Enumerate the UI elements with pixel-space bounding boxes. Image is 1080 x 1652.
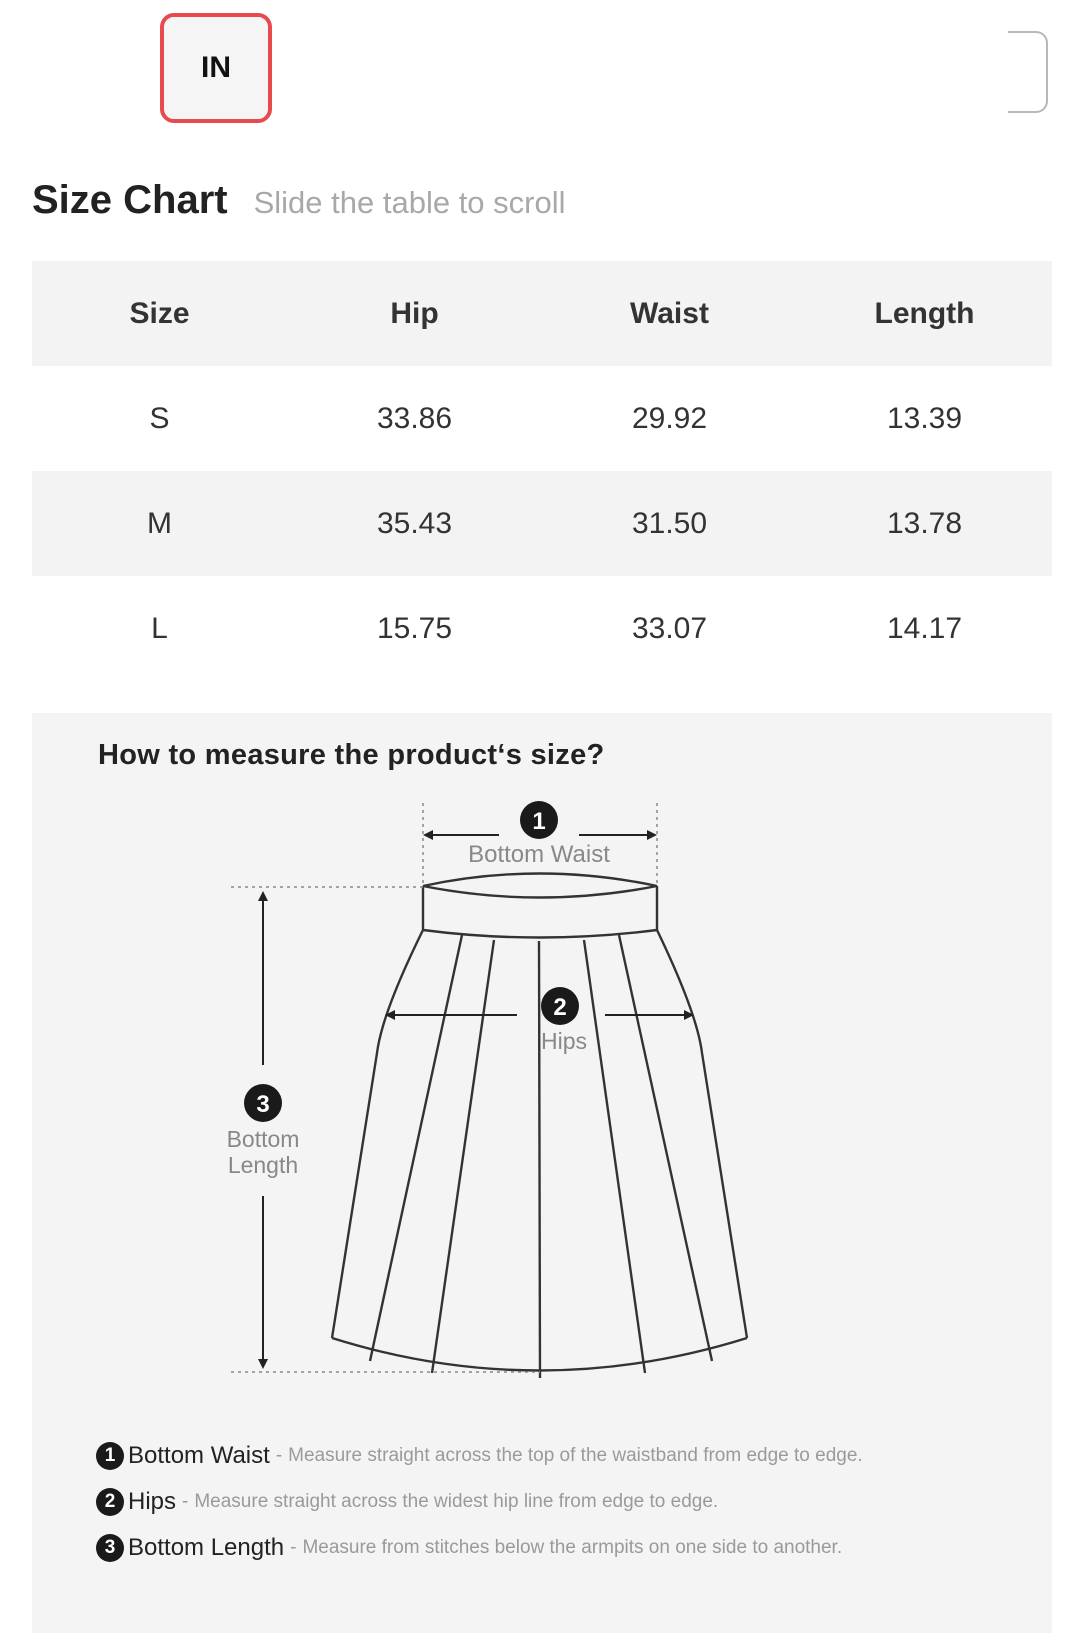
table-cell: 13.78	[797, 471, 1052, 576]
scroll-indicator	[1008, 31, 1048, 113]
table-cell: 33.86	[376, 401, 453, 435]
size-table[interactable]	[32, 261, 1052, 681]
legend-description: Measure from stitches below the armpits on one side to another.	[302, 1537, 843, 1558]
scroll-hint: Slide the table to scroll	[253, 185, 566, 220]
unit-in-button[interactable]: IN	[160, 13, 272, 123]
table-cell: 33.07	[631, 611, 708, 645]
length-label-line1: Bottom	[226, 1126, 300, 1152]
measure-legend	[96, 1433, 1036, 1571]
table-cell: 35.43	[287, 471, 542, 576]
length-number: 3	[256, 1091, 270, 1118]
table-cell: 14.17	[886, 611, 963, 645]
legend-description: Measure straight across the top of the waistband from edge to edge.	[288, 1445, 863, 1466]
legend-item-bottom-waist	[96, 1433, 1036, 1479]
size-chart-title: Size Chart	[32, 178, 228, 222]
unit-selector-row	[0, 0, 1080, 140]
legend-term: Bottom Length	[128, 1534, 285, 1561]
table-row	[32, 366, 1052, 471]
table-cell: S	[149, 401, 170, 435]
legend-number-badge: 3	[96, 1534, 124, 1562]
table-header-row	[32, 261, 1052, 366]
legend-term: Hips	[128, 1488, 177, 1515]
column-header-hip: Hip	[287, 261, 542, 366]
legend-item-bottom-length	[96, 1525, 1036, 1571]
table-cell: M	[32, 471, 287, 576]
legend-number-badge: 2	[96, 1488, 124, 1516]
column-header-length: Length	[797, 261, 1052, 366]
measure-guide-title: How to measure the product‘s size?	[98, 739, 605, 771]
table-cell: 15.75	[376, 611, 453, 645]
waist-label: Bottom Waist	[468, 841, 610, 868]
measure-guide-panel	[32, 713, 1052, 1633]
legend-number-badge: 1	[96, 1442, 124, 1470]
hips-label: Hips	[540, 1028, 588, 1054]
legend-description: Measure straight across the widest hip line from edge to edge.	[194, 1491, 719, 1512]
hips-number: 2	[553, 994, 567, 1021]
table-row	[32, 471, 1052, 576]
legend-separator: -	[290, 1537, 297, 1558]
table-cell: 31.50	[542, 471, 797, 576]
table-cell: L	[151, 611, 168, 645]
table-row	[32, 576, 1052, 681]
column-header-size: Size	[32, 261, 287, 366]
legend-term: Bottom Waist	[128, 1442, 270, 1469]
column-header-waist: Waist	[542, 261, 797, 366]
table-cell: 29.92	[631, 401, 708, 435]
skirt-measurement-diagram	[32, 713, 1052, 1433]
legend-item-hips	[96, 1479, 1036, 1525]
legend-separator: -	[182, 1491, 189, 1512]
size-chart-header	[32, 178, 566, 223]
waist-number: 1	[532, 808, 546, 835]
legend-separator: -	[275, 1445, 283, 1466]
length-label-line2: Length	[227, 1152, 299, 1178]
skirt-outline	[332, 874, 747, 1379]
table-cell: 13.39	[886, 401, 963, 435]
